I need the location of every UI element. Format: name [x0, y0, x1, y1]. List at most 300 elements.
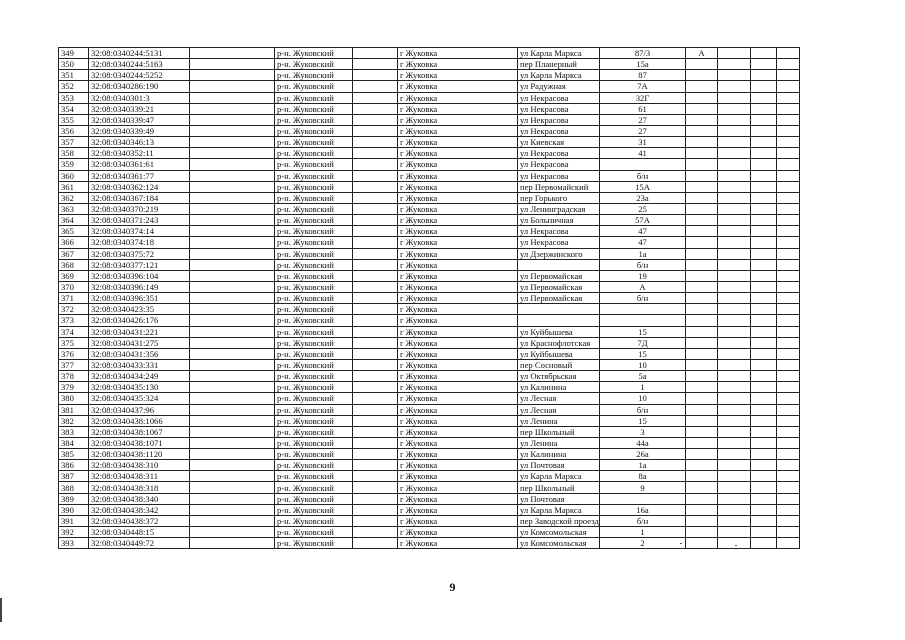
city: г Жуковка [398, 449, 518, 460]
house-number: 44а [600, 437, 686, 448]
table-cell [353, 393, 398, 404]
table-cell [353, 504, 398, 515]
table-cell [718, 449, 751, 460]
table-cell [353, 493, 398, 504]
table-cell [777, 70, 800, 81]
street: ул Куйбышева [518, 348, 600, 359]
house-number: 10 [600, 393, 686, 404]
table-cell [777, 92, 800, 103]
table-cell [751, 293, 777, 304]
cadastral-number: 32:08:0340375:72 [89, 248, 190, 259]
table-cell [190, 359, 275, 370]
house-number: 3 [600, 426, 686, 437]
table-cell [777, 515, 800, 526]
table-cell [353, 404, 398, 415]
table-cell [751, 471, 777, 482]
street: ул Карла Маркса [518, 471, 600, 482]
district: р-н. Жуковский [275, 304, 353, 315]
scan-speck [680, 543, 682, 544]
table-cell [353, 304, 398, 315]
street: ул Октябрьская [518, 371, 600, 382]
house-number: 1а [600, 248, 686, 259]
table-cell [751, 337, 777, 348]
street: ул Почтовая [518, 460, 600, 471]
city: г Жуковка [398, 515, 518, 526]
street: ул Ленина [518, 415, 600, 426]
table-cell [353, 382, 398, 393]
table-cell [190, 114, 275, 125]
table-cell [751, 482, 777, 493]
cadastral-number: 32:08:0340435:130 [89, 382, 190, 393]
cadastral-number: 32:08:0340435:324 [89, 393, 190, 404]
table-cell [718, 315, 751, 326]
table-cell [190, 203, 275, 214]
table-cell [190, 482, 275, 493]
city: г Жуковка [398, 59, 518, 70]
table-cell [353, 426, 398, 437]
table-cell [751, 304, 777, 315]
table-cell [190, 471, 275, 482]
house-number: б/н [600, 259, 686, 270]
row-number: 358 [59, 148, 89, 159]
cadastral-number: 32:08:0340339:21 [89, 103, 190, 114]
table-cell [190, 181, 275, 192]
table-cell [353, 114, 398, 125]
table-cell [777, 527, 800, 538]
row-number: 363 [59, 203, 89, 214]
table-cell [751, 460, 777, 471]
house-number: 1а [600, 460, 686, 471]
row-number: 374 [59, 326, 89, 337]
table-cell [777, 460, 800, 471]
table-cell [777, 304, 800, 315]
row-number: 349 [59, 48, 89, 59]
building-letter [686, 426, 718, 437]
cadastral-number: 32:08:0340438:342 [89, 504, 190, 515]
table-cell [718, 125, 751, 136]
street: пер Сосновый [518, 359, 600, 370]
street: ул Некрасова [518, 226, 600, 237]
district: р-н. Жуковский [275, 237, 353, 248]
table-cell [190, 515, 275, 526]
table-cell [190, 159, 275, 170]
city: г Жуковка [398, 393, 518, 404]
cadastral-number: 32:08:0340438:311 [89, 471, 190, 482]
table-cell [777, 192, 800, 203]
cadastral-number: 32:08:0340434:249 [89, 371, 190, 382]
building-letter [686, 59, 718, 70]
city: г Жуковка [398, 92, 518, 103]
house-number [600, 159, 686, 170]
table-cell [777, 148, 800, 159]
district: р-н. Жуковский [275, 493, 353, 504]
cadastral-number: 32:08:0340426:176 [89, 315, 190, 326]
house-number: А [600, 281, 686, 292]
building-letter [686, 437, 718, 448]
city: г Жуковка [398, 48, 518, 59]
table-row [59, 359, 800, 370]
row-number: 371 [59, 293, 89, 304]
district: р-н. Жуковский [275, 259, 353, 270]
table-cell [353, 259, 398, 270]
cadastral-number: 32:08:0340244:5131 [89, 48, 190, 59]
table-cell [353, 293, 398, 304]
city: г Жуковка [398, 415, 518, 426]
house-number: 47 [600, 226, 686, 237]
cadastral-number: 32:08:0340377:121 [89, 259, 190, 270]
table-cell [353, 460, 398, 471]
city: г Жуковка [398, 538, 518, 549]
row-number: 383 [59, 426, 89, 437]
table-cell [777, 337, 800, 348]
row-number: 369 [59, 270, 89, 281]
scan-speck [735, 545, 737, 546]
house-number: б/н [600, 170, 686, 181]
table-cell [190, 281, 275, 292]
table-cell [718, 59, 751, 70]
row-number: 387 [59, 471, 89, 482]
table-body [59, 48, 800, 549]
table-cell [190, 215, 275, 226]
city: г Жуковка [398, 114, 518, 125]
building-letter: А [686, 48, 718, 59]
city: г Жуковка [398, 281, 518, 292]
table-cell [718, 148, 751, 159]
district: р-н. Жуковский [275, 48, 353, 59]
street: ул Некрасова [518, 148, 600, 159]
table-row [59, 148, 800, 159]
building-letter [686, 181, 718, 192]
table-cell [190, 70, 275, 81]
street: ул Некрасова [518, 237, 600, 248]
house-number: 26а [600, 449, 686, 460]
table-cell [751, 248, 777, 259]
cadastral-number: 32:08:0340448:15 [89, 527, 190, 538]
building-letter [686, 504, 718, 515]
row-number: 359 [59, 159, 89, 170]
row-number: 354 [59, 103, 89, 114]
table-cell [353, 326, 398, 337]
street: ул Некрасова [518, 159, 600, 170]
district: р-н. Жуковский [275, 404, 353, 415]
city: г Жуковка [398, 259, 518, 270]
table-row [59, 504, 800, 515]
street: ул Некрасова [518, 170, 600, 181]
street: ул Некрасова [518, 114, 600, 125]
building-letter [686, 326, 718, 337]
cadastral-number: 32:08:0340438:318 [89, 482, 190, 493]
house-number: 87/3 [600, 48, 686, 59]
building-letter [686, 371, 718, 382]
table-cell [190, 237, 275, 248]
city: г Жуковка [398, 203, 518, 214]
district: р-н. Жуковский [275, 426, 353, 437]
street: ул Первомайская [518, 281, 600, 292]
row-number: 370 [59, 281, 89, 292]
cadastral-number: 32:08:0340374:14 [89, 226, 190, 237]
table-cell [718, 103, 751, 114]
table-row [59, 48, 800, 59]
table-row [59, 281, 800, 292]
street: ул Радужная [518, 81, 600, 92]
table-row [59, 125, 800, 136]
building-letter [686, 393, 718, 404]
table-cell [718, 437, 751, 448]
house-number: 9 [600, 482, 686, 493]
table-cell [353, 270, 398, 281]
table-cell [751, 426, 777, 437]
row-number: 351 [59, 70, 89, 81]
table-cell [777, 59, 800, 70]
building-letter [686, 382, 718, 393]
cadastral-number: 32:08:0340346:13 [89, 137, 190, 148]
street: пер Горького [518, 192, 600, 203]
district: р-н. Жуковский [275, 449, 353, 460]
table-row [59, 259, 800, 270]
city: г Жуковка [398, 181, 518, 192]
house-number: 87 [600, 70, 686, 81]
table-cell [777, 125, 800, 136]
district: р-н. Жуковский [275, 471, 353, 482]
table-row [59, 215, 800, 226]
building-letter [686, 359, 718, 370]
table-cell [751, 359, 777, 370]
table-cell [190, 192, 275, 203]
cadastral-number: 32:08:0340244:5252 [89, 70, 190, 81]
house-number: 15 [600, 348, 686, 359]
building-letter [686, 471, 718, 482]
district: р-н. Жуковский [275, 382, 353, 393]
row-number: 392 [59, 527, 89, 538]
table-cell [353, 92, 398, 103]
table-row [59, 404, 800, 415]
table-cell [718, 70, 751, 81]
table-cell [718, 137, 751, 148]
city: г Жуковка [398, 159, 518, 170]
building-letter [686, 159, 718, 170]
table-cell [718, 181, 751, 192]
house-number: 2 [600, 538, 686, 549]
table-cell [190, 103, 275, 114]
table-row [59, 426, 800, 437]
table-cell [777, 237, 800, 248]
building-letter [686, 114, 718, 125]
table-row [59, 81, 800, 92]
cadastral-number: 32:08:0340367:184 [89, 192, 190, 203]
cadastral-number: 32:08:0340431:221 [89, 326, 190, 337]
table-cell [777, 504, 800, 515]
table-row [59, 203, 800, 214]
street [518, 304, 600, 315]
row-number: 357 [59, 137, 89, 148]
row-number: 365 [59, 226, 89, 237]
house-number: 27 [600, 114, 686, 125]
row-number: 386 [59, 460, 89, 471]
table-cell [353, 70, 398, 81]
table-cell [718, 460, 751, 471]
table-cell [190, 382, 275, 393]
city: г Жуковка [398, 315, 518, 326]
cadastral-number: 32:08:0340433:331 [89, 359, 190, 370]
house-number: 1 [600, 527, 686, 538]
building-letter [686, 315, 718, 326]
table-row [59, 382, 800, 393]
table-cell [751, 114, 777, 125]
table-cell [777, 415, 800, 426]
table-cell [751, 270, 777, 281]
cadastral-number: 32:08:0340371:243 [89, 215, 190, 226]
house-number: 25 [600, 203, 686, 214]
row-number: 385 [59, 449, 89, 460]
cadastral-number: 32:08:0340431:356 [89, 348, 190, 359]
city: г Жуковка [398, 326, 518, 337]
city: г Жуковка [398, 426, 518, 437]
table-cell [751, 348, 777, 359]
street: ул Куйбышева [518, 326, 600, 337]
city: г Жуковка [398, 148, 518, 159]
table-cell [777, 393, 800, 404]
street: ул Карла Маркса [518, 48, 600, 59]
row-number: 352 [59, 81, 89, 92]
district: р-н. Жуковский [275, 137, 353, 148]
city: г Жуковка [398, 248, 518, 259]
house-number: 27 [600, 125, 686, 136]
building-letter [686, 226, 718, 237]
table-cell [190, 371, 275, 382]
building-letter [686, 192, 718, 203]
cadastral-number: 32:08:0340449:72 [89, 538, 190, 549]
cadastral-number: 32:08:0340437:96 [89, 404, 190, 415]
city: г Жуковка [398, 304, 518, 315]
table-cell [718, 170, 751, 181]
table-cell [353, 59, 398, 70]
street: ул Краснофлотская [518, 337, 600, 348]
row-number: 353 [59, 92, 89, 103]
table-row [59, 248, 800, 259]
table-cell [353, 337, 398, 348]
table-row [59, 192, 800, 203]
district: р-н. Жуковский [275, 114, 353, 125]
table-cell [718, 259, 751, 270]
table-cell [353, 371, 398, 382]
table-cell [353, 203, 398, 214]
table-cell [777, 382, 800, 393]
cadastral-number: 32:08:0340286:190 [89, 81, 190, 92]
table-row [59, 393, 800, 404]
table-cell [190, 437, 275, 448]
house-number: 47 [600, 237, 686, 248]
house-number: б/н [600, 293, 686, 304]
table-cell [751, 449, 777, 460]
street: ул Карла Маркса [518, 504, 600, 515]
table-cell [718, 48, 751, 59]
scan-edge-mark [0, 598, 2, 622]
table-cell [718, 504, 751, 515]
table-cell [751, 382, 777, 393]
table-row [59, 59, 800, 70]
building-letter [686, 460, 718, 471]
table-cell [353, 415, 398, 426]
table-cell [718, 248, 751, 259]
building-letter [686, 304, 718, 315]
table-cell [190, 92, 275, 103]
table-row [59, 170, 800, 181]
building-letter [686, 259, 718, 270]
table-cell [751, 103, 777, 114]
cadastral-number: 32:08:0340361:77 [89, 170, 190, 181]
row-number: 360 [59, 170, 89, 181]
table-cell [190, 59, 275, 70]
city: г Жуковка [398, 527, 518, 538]
cadastral-number: 32:08:0340339:47 [89, 114, 190, 125]
district: р-н. Жуковский [275, 293, 353, 304]
street: ул Первомайская [518, 270, 600, 281]
table-row [59, 437, 800, 448]
building-letter [686, 415, 718, 426]
district: р-н. Жуковский [275, 215, 353, 226]
house-number: 61 [600, 103, 686, 114]
table-cell [777, 538, 800, 549]
building-letter [686, 215, 718, 226]
building-letter [686, 92, 718, 103]
street: пер Планерный [518, 59, 600, 70]
street [518, 315, 600, 326]
building-letter [686, 170, 718, 181]
district: р-н. Жуковский [275, 103, 353, 114]
table-row [59, 371, 800, 382]
table-cell [751, 493, 777, 504]
table-cell [751, 404, 777, 415]
house-number: 1 [600, 382, 686, 393]
table-cell [190, 304, 275, 315]
street: ул Первомайская [518, 293, 600, 304]
row-number: 375 [59, 337, 89, 348]
house-number: 5а [600, 371, 686, 382]
district: р-н. Жуковский [275, 170, 353, 181]
building-letter [686, 103, 718, 114]
table-cell [190, 449, 275, 460]
city: г Жуковка [398, 337, 518, 348]
table-cell [718, 515, 751, 526]
table-cell [353, 181, 398, 192]
row-number: 389 [59, 493, 89, 504]
district: р-н. Жуковский [275, 192, 353, 203]
district: р-н. Жуковский [275, 437, 353, 448]
city: г Жуковка [398, 293, 518, 304]
street: ул Дзержинского [518, 248, 600, 259]
table-cell [718, 538, 751, 549]
district: р-н. Жуковский [275, 148, 353, 159]
table-cell [718, 326, 751, 337]
table-cell [751, 237, 777, 248]
table-cell [353, 137, 398, 148]
street: ул Некрасова [518, 92, 600, 103]
street: ул Комсомольская [518, 538, 600, 549]
table-cell [353, 159, 398, 170]
street: ул Ленина [518, 437, 600, 448]
table-cell [777, 259, 800, 270]
table-cell [777, 103, 800, 114]
table-cell [751, 215, 777, 226]
table-row [59, 226, 800, 237]
table-cell [751, 92, 777, 103]
table-row [59, 471, 800, 482]
district: р-н. Жуковский [275, 538, 353, 549]
table-row [59, 348, 800, 359]
cadastral-number: 32:08:0340438:310 [89, 460, 190, 471]
table-cell [190, 248, 275, 259]
table-cell [190, 326, 275, 337]
